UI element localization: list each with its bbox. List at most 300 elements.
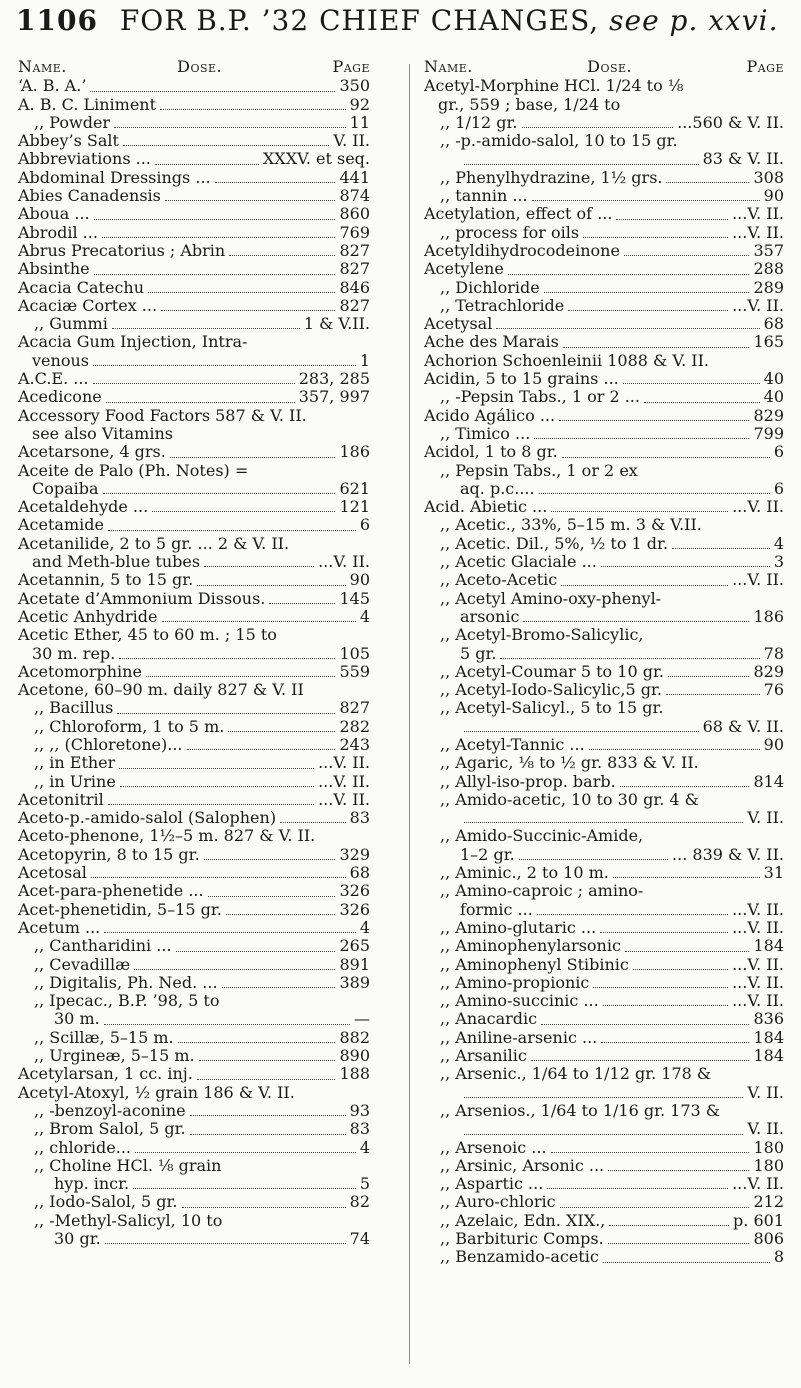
index-entry [424, 736, 784, 754]
index-entry [18, 205, 370, 223]
index-entry [424, 114, 784, 132]
leader-dots [119, 658, 335, 659]
index-entry [18, 1139, 370, 1157]
entry-text: ,, Agaric, ⅛ to ½ gr. 833 & V. II. [440, 754, 699, 773]
entry-text: Acetyldihydrocodeinone [424, 241, 620, 260]
leader-dots [633, 969, 728, 970]
index-entry [18, 608, 370, 626]
index-entry [18, 553, 370, 571]
entry-page: V. II. [747, 1119, 784, 1139]
entry-page: 6 [773, 442, 784, 462]
index-entry [18, 1084, 370, 1102]
entry-page: ...V. II. [732, 899, 784, 919]
entry-text: ,, -p.-amido-salol, 10 to 15 gr. [440, 132, 678, 151]
leader-dots [668, 676, 750, 677]
left-column-heading [18, 58, 370, 76]
index-entry [18, 736, 370, 754]
entry-page: 829 [753, 661, 784, 681]
leader-dots [464, 822, 743, 823]
leader-dots [551, 1152, 750, 1153]
leader-dots [532, 200, 760, 201]
right-entry-list [424, 77, 784, 1266]
entry-page: 846 [339, 277, 370, 297]
index-entry [18, 425, 370, 443]
entry-text: Acetamide [18, 516, 104, 535]
leader-dots [134, 969, 335, 970]
leader-dots [119, 768, 314, 769]
leader-dots [94, 219, 336, 220]
entry-page: ...V. II. [732, 991, 784, 1011]
entry-text: aq. p.c.... [460, 479, 535, 498]
entry-page: 5 [359, 1174, 370, 1194]
leader-dots [182, 1207, 346, 1208]
entry-text: ,, Dichloride [440, 278, 540, 297]
index-entry [424, 553, 784, 571]
entry-page: 891 [339, 954, 370, 974]
entry-text: Acacia Gum Injection, Intra- [18, 333, 248, 352]
column-divider [409, 64, 410, 1364]
entry-text: Abies Canadensis [18, 187, 161, 206]
leader-dots [162, 621, 356, 622]
left-column [18, 58, 370, 1248]
index-entry [424, 169, 784, 187]
entry-text: ,, Acetic., 33%, 5–15 m. 3 & V.II. [440, 516, 702, 535]
index-entry [424, 1047, 784, 1065]
leader-dots [204, 566, 314, 567]
leader-dots [523, 621, 749, 622]
entry-text: venous [32, 351, 89, 370]
index-entry [18, 388, 370, 406]
entry-text: ,, Chloroform, 1 to 5 m. [34, 717, 225, 736]
leader-dots [91, 877, 346, 878]
index-entry [18, 187, 370, 205]
entry-page: 180 [753, 1155, 784, 1175]
index-entry [424, 846, 784, 864]
index-entry [424, 224, 784, 242]
entry-text: Acetosal [18, 864, 87, 883]
leader-dots [608, 1243, 750, 1244]
entry-text: Acetyl-Morphine HCl. 1/24 to ⅛ [424, 77, 684, 96]
heading-page: Page [332, 57, 370, 76]
entry-text: ,, Powder [34, 113, 111, 132]
leader-dots [197, 585, 345, 586]
index-entry [424, 242, 784, 260]
index-entry [424, 297, 784, 315]
index-entry [18, 407, 370, 425]
index-entry [18, 645, 370, 663]
entry-page: 83 [349, 808, 370, 828]
entry-text: ,, Acetyl-Salicyl., 5 to 15 gr. [440, 699, 664, 718]
entry-page: ...V. II. [318, 753, 370, 773]
entry-page: 68 [349, 863, 370, 883]
index-entry [18, 224, 370, 242]
entry-text: Acetone, 60–90 m. daily 827 & V. II [18, 681, 304, 700]
entry-page: ...V. II. [318, 789, 370, 809]
entry-text: ,, Acetyl-Coumar 5 to 10 gr. [440, 662, 664, 681]
leader-dots [589, 749, 760, 750]
entry-page: 186 [753, 606, 784, 626]
index-entry [424, 1139, 784, 1157]
entry-text: Aboua ... [18, 205, 90, 224]
leader-dots [229, 255, 335, 256]
index-entry [424, 132, 784, 150]
leader-dots [280, 822, 346, 823]
leader-dots [519, 859, 668, 860]
entry-page: 90 [763, 186, 784, 206]
entry-text: ,, Aspartic ... [440, 1175, 544, 1194]
entry-text: ,, Cantharidini ... [34, 937, 172, 956]
entry-page: 441 [339, 167, 370, 187]
entry-page: ... 839 & V. II. [672, 844, 784, 864]
entry-page: 350 [339, 76, 370, 96]
entry-page: 184 [753, 1027, 784, 1047]
entry-page: 90 [763, 734, 784, 754]
entry-text: Aceto-p.-amido-salol (Salophen) [18, 809, 277, 828]
leader-dots [625, 951, 750, 952]
index-entry [18, 96, 370, 114]
index-entry [424, 279, 784, 297]
leader-dots [222, 987, 336, 988]
entry-text: 30 gr. [54, 1230, 101, 1248]
leader-dots [133, 1188, 356, 1189]
entry-text: Ache des Marais [424, 333, 559, 352]
entry-page: 357 [753, 240, 784, 260]
entry-text: see also Vitamins [32, 424, 173, 443]
entry-page: 829 [753, 405, 784, 425]
index-entry [424, 992, 784, 1010]
entry-page: 76 [763, 680, 784, 700]
index-entry [424, 1193, 784, 1211]
entry-text: ,, Acetyl Amino-oxy-phenyl- [440, 589, 662, 608]
entry-text: ,, -benzoyl-aconine [34, 1101, 186, 1120]
index-entry [424, 590, 784, 608]
leader-dots [160, 109, 346, 110]
entry-page: 860 [339, 204, 370, 224]
entry-text: Abdominal Dressings ... [18, 168, 211, 187]
index-entry [424, 333, 784, 351]
entry-page: 814 [753, 771, 784, 791]
index-entry [424, 827, 784, 845]
leader-dots [190, 1115, 346, 1116]
leader-dots [601, 566, 770, 567]
index-entry [18, 443, 370, 461]
entry-text: ,, Anacardic [440, 1010, 538, 1029]
leader-dots [103, 493, 336, 494]
entry-text: ,, Aceto-Acetic [440, 571, 558, 590]
leader-dots [603, 1005, 728, 1006]
index-entry [18, 663, 370, 681]
entry-page: 357, 997 [298, 387, 370, 407]
entry-page: 769 [339, 222, 370, 242]
index-entry [18, 864, 370, 882]
entry-text: ,, Arsenic., 1/64 to 1/12 gr. 178 & [440, 1065, 712, 1084]
heading-dose: Dose. [177, 57, 223, 76]
entry-page: ...V. II. [732, 954, 784, 974]
right-column-heading [424, 58, 784, 76]
index-entry [424, 1029, 784, 1047]
index-entry [424, 407, 784, 425]
leader-dots [600, 932, 728, 933]
leader-dots [104, 1024, 350, 1025]
leader-dots [508, 274, 750, 275]
entry-text: ,, Digitalis, Ph. Ned. ... [34, 973, 218, 992]
leader-dots [563, 347, 750, 348]
entry-page: 827 [339, 240, 370, 260]
leader-dots [616, 219, 728, 220]
entry-page: 4 [359, 606, 370, 626]
leader-dots [215, 182, 336, 183]
leader-dots [93, 383, 295, 384]
index-entry [424, 864, 784, 882]
entry-page: 326 [339, 899, 370, 919]
entry-page: 4 [773, 533, 784, 553]
entry-text: ,, Amino-propionic [440, 973, 590, 992]
index-entry [424, 571, 784, 589]
index-entry [18, 974, 370, 992]
index-entry [424, 425, 784, 443]
entry-text: ,, ,, (Chloretone)... [34, 735, 183, 754]
leader-dots [593, 987, 728, 988]
leader-dots [541, 1024, 749, 1025]
entry-text: ,, chloride... [34, 1138, 132, 1157]
leader-dots [672, 548, 770, 549]
index-entry [424, 809, 784, 827]
entry-text: ,, Cevadillæ [34, 955, 131, 974]
leader-dots [170, 457, 336, 458]
heading-dose: Dose. [587, 57, 633, 76]
entry-text: ,, Acetic Glaciale ... [440, 553, 597, 572]
entry-text: Acetum ... [18, 918, 101, 937]
entry-text: ,, Arsenios., 1/64 to 1/16 gr. 173 & [440, 1101, 721, 1120]
entry-page: 83 [349, 1119, 370, 1139]
entry-page: 74 [349, 1229, 370, 1248]
entry-text: ,, Barbituric Comps. [440, 1230, 604, 1248]
leader-dots [464, 164, 699, 165]
entry-text: ,, Phenylhydrazine, 1½ grs. [440, 168, 663, 187]
entry-text: Acetylarsan, 1 cc. inj. [18, 1065, 193, 1084]
index-entry [18, 150, 370, 168]
entry-text: Abrodil ... [18, 223, 98, 242]
index-entry [424, 535, 784, 553]
leader-dots [146, 676, 336, 677]
index-entry [18, 114, 370, 132]
entry-page: 4 [359, 1137, 370, 1157]
index-entry [424, 352, 784, 370]
entry-text: and Meth-blue tubes [32, 553, 201, 572]
index-entry [424, 462, 784, 480]
entry-text: 30 m. [54, 1010, 100, 1029]
index-entry [424, 901, 784, 919]
entry-text: Acaciæ Cortex ... [18, 296, 158, 315]
entry-page: 243 [339, 734, 370, 754]
leader-dots [112, 328, 300, 329]
leader-dots [165, 200, 336, 201]
index-entry [18, 937, 370, 955]
entry-text: Acetic Ether, 45 to 60 m. ; 15 to [18, 626, 277, 645]
leader-dots [464, 731, 699, 732]
entry-text: arsonic [460, 607, 520, 626]
index-entry [18, 352, 370, 370]
entry-page: 184 [753, 936, 784, 956]
leader-dots [106, 402, 295, 403]
entry-page: 827 [339, 295, 370, 315]
entry-page: 559 [339, 661, 370, 681]
leader-dots [108, 530, 356, 531]
index-entry [18, 919, 370, 937]
entry-text: ,, Acetyl-Bromo-Salicylic, [440, 626, 644, 645]
entry-page: V. II. [333, 131, 370, 151]
entry-text: Acido Agálico ... [424, 406, 556, 425]
entry-text: Acet-phenetidin, 5–15 gr. [18, 900, 222, 919]
entry-text: ,, Azelaic, Edn. XIX., [440, 1211, 606, 1230]
entry-text: ,, tannin ... [440, 187, 528, 206]
entry-text: Acid. Abietic ... [424, 498, 548, 517]
index-entry [18, 956, 370, 974]
entry-page: 165 [753, 332, 784, 352]
entry-text: Acetic Anhydride [18, 607, 158, 626]
index-entry [424, 882, 784, 900]
index-entry [18, 992, 370, 1010]
index-entry [18, 1212, 370, 1230]
entry-text: ,, 1/12 gr. [440, 113, 518, 132]
entry-page: V. II. [747, 808, 784, 828]
entry-page: 68 [763, 314, 784, 334]
leader-dots [269, 603, 335, 604]
entry-text: Acetopyrin, 8 to 15 gr. [18, 845, 200, 864]
entry-text: ,, Gummi [34, 315, 108, 334]
leader-dots [531, 1060, 750, 1061]
leader-dots [496, 328, 759, 329]
leader-dots [120, 786, 314, 787]
index-entry [18, 626, 370, 644]
index-entry [424, 956, 784, 974]
entry-text: ,, Amido-Succinic-Amide, [440, 827, 644, 846]
entry-text: Acet-para-phenetide ... [18, 882, 204, 901]
leader-dots [155, 164, 259, 165]
entry-page: 68 & V. II. [702, 716, 784, 736]
entry-text: Acedicone [18, 388, 102, 407]
entry-page: 1 & V.II. [303, 314, 370, 334]
entry-text: Acetannin, 5 to 15 gr. [18, 571, 194, 590]
index-entry [18, 1157, 370, 1175]
index-entry [18, 77, 370, 95]
index-entry [18, 1175, 370, 1193]
entry-page: 6 [359, 515, 370, 535]
index-entry [18, 498, 370, 516]
leader-dots [226, 914, 336, 915]
leader-dots [190, 1134, 346, 1135]
running-title: FOR B.P. ’32 CHIEF CHANGES, [119, 4, 600, 37]
entry-text: ,, Arsenoic ... [440, 1138, 547, 1157]
leader-dots [613, 877, 760, 878]
right-column [424, 58, 784, 1267]
index-entry [424, 480, 784, 498]
index-entry [424, 205, 784, 223]
leader-dots [464, 1134, 743, 1135]
index-entry [18, 480, 370, 498]
entry-page: 308 [753, 167, 784, 187]
entry-page: 621 [339, 478, 370, 498]
entry-text: A. B. C. Liniment [18, 95, 157, 114]
entry-text: hyp. incr. [54, 1175, 130, 1194]
leader-dots [539, 493, 770, 494]
leader-dots [108, 804, 314, 805]
see-reference: see p. xxvi. [609, 4, 779, 37]
leader-dots [547, 1188, 728, 1189]
left-entry-list [18, 77, 370, 1248]
index-entry [424, 1175, 784, 1193]
leader-dots [551, 511, 728, 512]
index-entry [424, 1248, 784, 1266]
entry-text: gr., 559 ; base, 1/24 to [438, 95, 621, 114]
entry-text: Acetysal [424, 315, 493, 334]
leader-dots [228, 731, 335, 732]
index-entry [18, 132, 370, 150]
entry-page: 326 [339, 881, 370, 901]
entry-text: Copaiba [32, 479, 99, 498]
index-entry [18, 279, 370, 297]
index-entry [424, 370, 784, 388]
entry-page: 1 [359, 350, 370, 370]
leader-dots [464, 1097, 743, 1098]
index-entry [424, 754, 784, 772]
index-entry [424, 919, 784, 937]
index-entry [424, 516, 784, 534]
leader-dots [176, 951, 336, 952]
index-entry [424, 1084, 784, 1102]
entry-page: V. II. [747, 1082, 784, 1102]
entry-page: 90 [349, 570, 370, 590]
leader-dots [197, 1079, 336, 1080]
entry-text: ,, Brom Salol, 5 gr. [34, 1120, 186, 1139]
entry-text: ,, -Methyl-Salicyl, 10 to [34, 1211, 223, 1230]
entry-text: Acetylene [424, 260, 504, 279]
index-entry [424, 150, 784, 168]
entry-text: ,, -Pepsin Tabs., 1 or 2 ... [440, 388, 640, 407]
entry-text: Abbey’s Salt [18, 132, 119, 151]
index-entry [18, 791, 370, 809]
entry-page: — [354, 1009, 370, 1029]
entry-page: 3 [773, 552, 784, 572]
entry-text: ,, Auro-chloric [440, 1193, 556, 1212]
index-entry [424, 608, 784, 626]
entry-text: Acidin, 5 to 15 grains ... [424, 370, 619, 389]
entry-page: ...V. II. [732, 1174, 784, 1194]
entry-text: ,, Tetrachloride [440, 296, 565, 315]
index-entry [18, 699, 370, 717]
index-entry [18, 1120, 370, 1138]
entry-page: 8 [773, 1247, 784, 1267]
entry-text: ,, Aminophenylarsonic [440, 937, 621, 956]
index-entry [424, 96, 784, 114]
entry-text: Acacia Catechu [18, 278, 145, 297]
leader-dots [208, 896, 336, 897]
entry-text: Aceite de Palo (Ph. Notes) = [18, 461, 249, 480]
entry-page: 180 [753, 1137, 784, 1157]
entry-text: Acetaldehyde ... [18, 498, 149, 517]
entry-page: 31 [763, 863, 784, 883]
index-entry [424, 443, 784, 461]
leader-dots [90, 91, 335, 92]
entry-text: Acetylation, effect of ... [424, 205, 613, 224]
leader-dots [123, 145, 329, 146]
leader-dots [178, 1042, 336, 1043]
index-entry [18, 882, 370, 900]
entry-text: ,, Amino-caproic ; amino- [440, 882, 644, 901]
leader-dots [544, 292, 750, 293]
entry-page: 882 [339, 1027, 370, 1047]
leader-dots [666, 694, 760, 695]
